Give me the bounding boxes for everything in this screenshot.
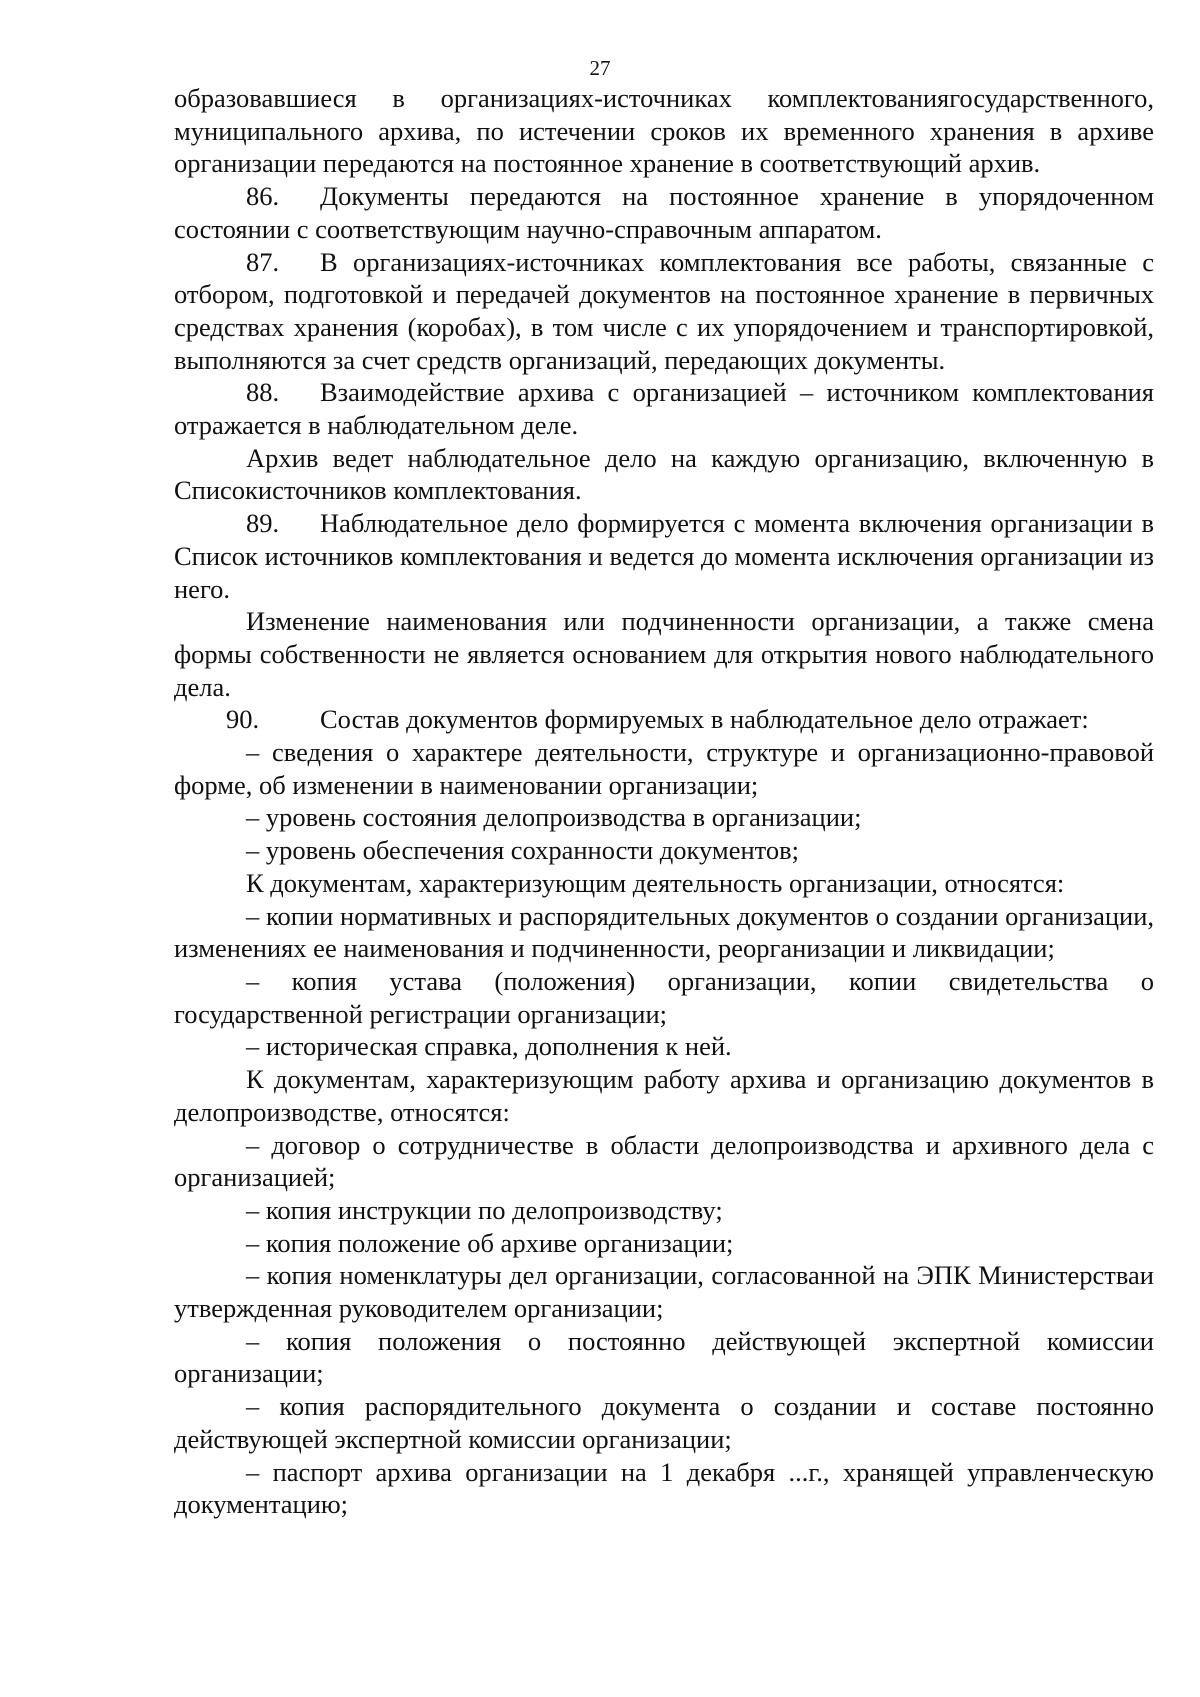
paragraph-number: 89. — [246, 508, 280, 539]
list-item-text: – копия положение об архиве организации; — [246, 1227, 734, 1258]
list-item-text: – историческая справка, дополнения к ней. — [246, 1031, 732, 1062]
document-body — [174, 82, 1154, 1521]
list-item — [174, 965, 1154, 1030]
paragraph-text: Взаимодействие архива с организацией – источником комплектования отражается в наблюдательном деле. — [174, 377, 1154, 441]
list-item — [174, 736, 1154, 801]
paragraph-text: К документам, характеризующим работу архива и организацию документов в делопроизводстве, относятся: — [174, 1064, 1154, 1127]
list-item — [174, 801, 1154, 834]
paragraph-text: образовавшиеся в организациях-источниках комплектованиягосударственного, муниципального архива, по истечении сроков их временного хранения в архиве организации передаются на постоянное хранение в соответствующий архив. — [174, 83, 1154, 179]
paragraph-continuation — [174, 82, 1154, 180]
paragraph-text: Архив ведет наблюдательное дело на каждую организацию, включенную в Списокисточников комплектования. — [174, 442, 1154, 506]
list-item — [174, 1194, 1154, 1227]
paragraph-86 — [174, 180, 1154, 245]
list-item-text: – копия устава (положения) организации, копии свидетельства о государственной регистрации организации; — [174, 965, 1154, 1029]
page-number: 27 — [589, 56, 611, 80]
paragraph-90 — [174, 703, 1154, 736]
list-item-text: – уровень обеспечения сохранности документов; — [246, 835, 799, 866]
list-item-text: – сведения о характере деятельности, структуре и организационно-правовой форме, об изменении в наименовании организации; — [174, 737, 1154, 800]
paragraph-87 — [174, 246, 1154, 377]
paragraph-text: В организациях-источниках комплектования все работы, связанные с отбором, подготовкой и передачей документов на постоянное хранение в первичных средствах хранения (коробах), в том числе с их упорядочением и транспортировкой, выполняются за счет средств организаций, передающих документы. — [174, 246, 1154, 375]
list-item-text: – уровень состояния делопроизводства в организации; — [246, 802, 862, 833]
paragraph-number: 90. — [226, 704, 260, 735]
list-item — [174, 1456, 1154, 1521]
list-item — [174, 900, 1154, 965]
list-item-text: – копии нормативных и распорядительных документов о создании организации, изменениях ее наименования и подчиненности, реорганизации и ликвидации; — [174, 900, 1154, 964]
paragraph-text: Состав документов формируемых в наблюдательное дело отражает: — [320, 704, 1089, 735]
paragraph-text: К документам, характеризующим деятельность организации, относятся: — [246, 867, 1065, 898]
list-item — [174, 1227, 1154, 1260]
list-item — [174, 1030, 1154, 1063]
paragraph-text: Изменение наименования или подчиненности организации, а также смена формы собственности не является основанием для открытия нового наблюдательного дела. — [174, 606, 1154, 702]
paragraph-number: 86. — [246, 181, 280, 212]
paragraph-88 — [174, 376, 1154, 441]
list-item — [174, 834, 1154, 867]
list-item — [174, 1325, 1154, 1390]
paragraph-subheading — [174, 867, 1154, 900]
list-item-text: – копия инструкции по делопроизводству; — [246, 1194, 723, 1225]
paragraph-number: 87. — [246, 246, 280, 277]
paragraph-89 — [174, 507, 1154, 605]
paragraph-text: Наблюдательное дело формируется с момента включения организации в Список источников комплектования и ведется до момента исключения организации из него. — [174, 508, 1154, 604]
list-item-text: – копия распорядительного документа о создании и составе постоянно действующей экспертной комиссии организации; — [174, 1391, 1154, 1454]
list-item-text: – договор о сотрудничестве в области делопроизводства и архивного дела с организацией; — [174, 1129, 1154, 1193]
list-item — [174, 1259, 1154, 1324]
list-item-text: – копия положения о постоянно действующей экспертной комиссии организации; — [174, 1325, 1154, 1389]
list-item-text: – копия номенклатуры дел организации, согласованной на ЭПК Министерстваи утвержденная руководителем организации; — [174, 1260, 1154, 1324]
paragraph-number: 88. — [246, 377, 280, 408]
paragraph-text: Документы передаются на постоянное хранение в упорядоченном состоянии с соответствующим научно-справочным аппаратом. — [174, 181, 1154, 244]
paragraph-subheading — [174, 1063, 1154, 1128]
list-item — [174, 1390, 1154, 1455]
paragraph-89-continued — [174, 605, 1154, 703]
list-item — [174, 1129, 1154, 1194]
list-item-text: – паспорт архива организации на 1 декабря ...г., хранящей управленческую документацию; — [174, 1456, 1154, 1520]
paragraph-88-continued — [174, 442, 1154, 507]
